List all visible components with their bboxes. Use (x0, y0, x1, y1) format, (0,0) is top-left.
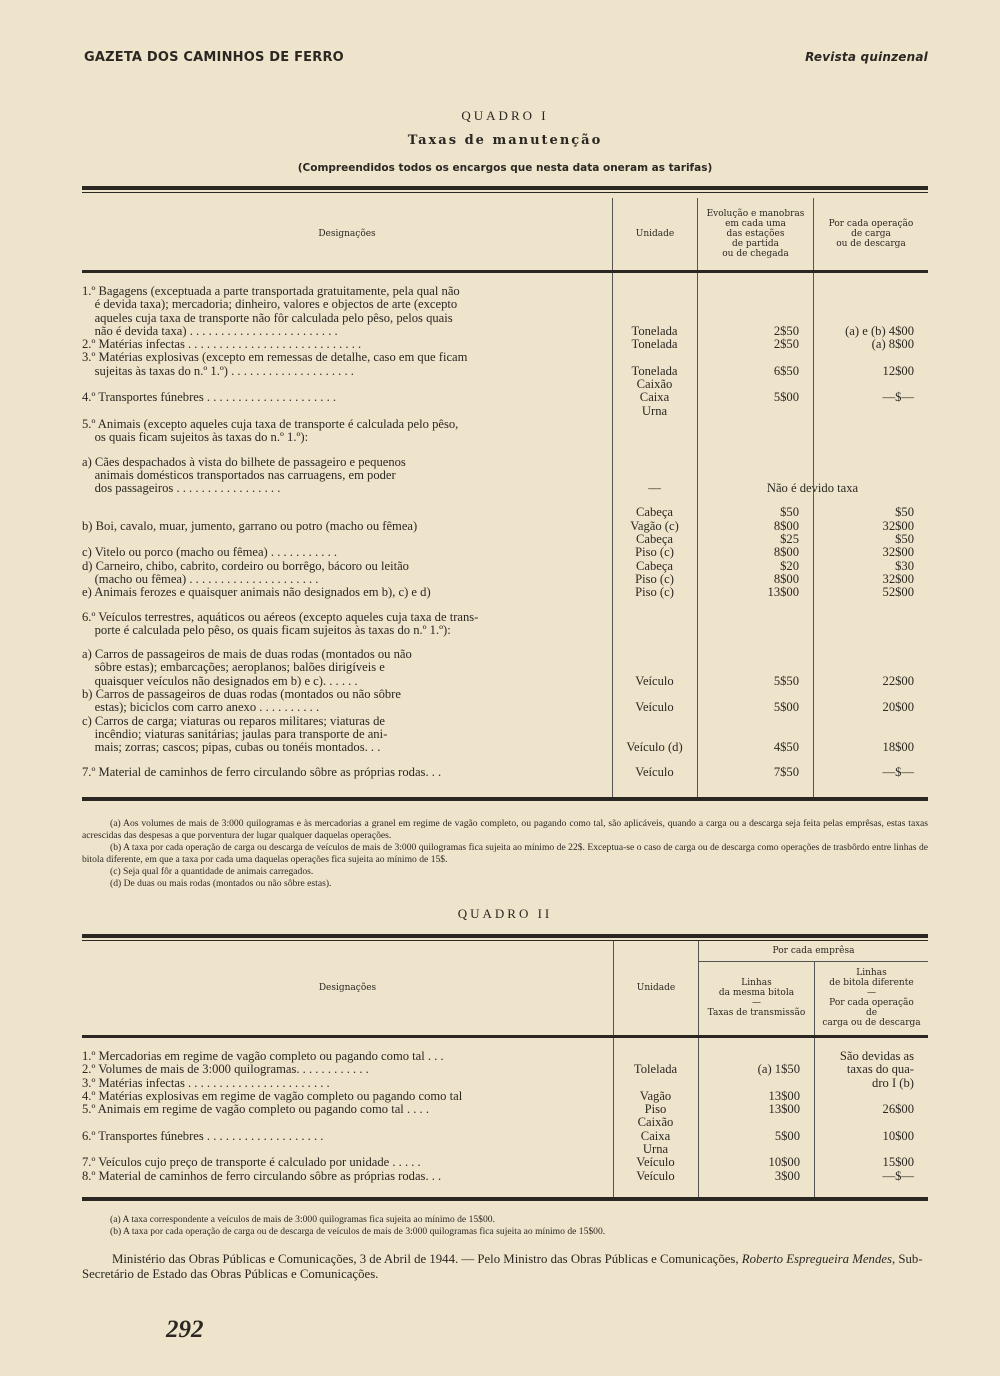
row-designation: 6.º Transportes fúnebres . . . . . . . . . . . . . . . . . . . (82, 1128, 324, 1143)
row-designation: 4.º Transportes fúnebres . . . . . . . . . . . . . . . . . . . . . (82, 390, 337, 405)
row-charge: (a) e (b) 4$00 (845, 323, 914, 338)
quadro1-title: QUADRO I (461, 108, 549, 123)
row-designation: incêndio; viaturas sanitárias; jaulas para transporte de ani- (82, 726, 388, 741)
row-charge: (a) 8$00 (871, 337, 914, 352)
row-charge (813, 611, 928, 624)
row-value: 7$50 (773, 764, 799, 779)
row-value: 13$00 (768, 1102, 800, 1117)
row-designation: animais domésticos transportados nas carruagens, em poder (82, 467, 396, 482)
row-value (697, 661, 813, 674)
row-designation: estas); biciclos com carro anexo . . . . . . . . . . (82, 700, 320, 715)
row-designation: aqueles cuja taxa de transporte não fôr calculada pelo pêso, pelos quais (82, 310, 453, 325)
row-charge: 10$00 (882, 1128, 914, 1143)
row-designation: mais; zorras; cascos; pipas, cubas ou tonéis montados. . . (82, 740, 381, 755)
quadro1-body (82, 273, 928, 797)
row-value (697, 285, 813, 298)
row-value (697, 648, 813, 661)
row-charge: taxas do qua- (846, 1062, 914, 1077)
row-unit: Caixa (640, 1128, 671, 1143)
row-designation: 1.º Mercadorias em regime de vagão completo ou pagando como tal . . . (82, 1049, 444, 1063)
row-value: 5$00 (773, 390, 799, 405)
row-designation: é devida taxa); mercadoria; dinheiro, valores e objectos de arte (excepto (82, 297, 458, 312)
row-unit (612, 456, 697, 469)
row-value (697, 715, 813, 728)
row-spacer (82, 495, 928, 506)
row-charge: —$— (882, 390, 914, 405)
row-charge: 52$00 (882, 585, 914, 600)
row-value: 5$00 (774, 1128, 800, 1143)
row-designation: c) Carros de carga; viaturas ou reparos militares; viaturas de (82, 713, 385, 728)
row-unit: Tonelada (631, 363, 678, 378)
row-designation: e) Animais ferozes e quaisquer animais não designados em b), c) e d) (82, 585, 431, 600)
row-value: 10$00 (768, 1155, 800, 1170)
row-value: 2$50 (773, 337, 799, 352)
row-value (698, 1143, 814, 1156)
footnote: (c) Seja qual fôr a quantidade de animais carregados. (110, 866, 314, 877)
row-unit: Urna (641, 403, 668, 418)
quadro2-header (82, 941, 928, 1038)
row-value: 2$50 (773, 323, 799, 338)
row-designation (82, 1143, 613, 1156)
row-value (697, 688, 813, 701)
row-charge: $30 (895, 558, 914, 573)
quadro2-table (82, 934, 928, 1201)
row-designation (82, 506, 612, 519)
row-value: 4$50 (773, 740, 799, 755)
row-charge: São devidas as (839, 1049, 914, 1063)
row-unit: Veículo (635, 700, 674, 715)
row-charge (813, 405, 928, 418)
row-value (697, 728, 813, 741)
row-charge: $50 (895, 505, 914, 520)
row-designation (82, 378, 612, 391)
row-designation: os quais ficam sujeitos às taxas do n.º 1.º): (82, 430, 309, 445)
row-charge: 12$00 (882, 363, 914, 378)
row-unit (612, 728, 697, 741)
row-unit: Piso (c) (635, 545, 674, 560)
row-charge (813, 661, 928, 674)
row-designation: 2.º Volumes de mais de 3:000 quilogramas. . . . . . . . . . . . (82, 1062, 369, 1077)
row-charge (813, 431, 928, 444)
row-unit (612, 688, 697, 701)
row-charge (814, 1143, 928, 1156)
signatory-title: , Sub-Secretário de Estado das Obras Públicas e Comunicações. (82, 1252, 923, 1281)
journal-subtitle: Revista quinzenal (805, 50, 928, 64)
row-charge (813, 378, 928, 391)
row-value (697, 298, 813, 311)
row-designation: quaisquer veículos não designados em b) e c). . . . . . (82, 673, 358, 688)
row-value: $50 (780, 505, 799, 520)
row-charge (813, 351, 928, 364)
signature-text: Ministério das Obras Públicas e Comunicações, 3 de Abril de 1944. — Pelo Ministro das Obras Públicas e Comunicações, (112, 1252, 739, 1266)
row-spacer (82, 445, 928, 456)
row-value: $20 (780, 558, 799, 573)
row-charge: dro I (b) (872, 1075, 914, 1090)
row-spacer (82, 755, 928, 766)
row-charge (813, 688, 928, 701)
row-value (698, 1050, 814, 1063)
header-designacoes: Designações (318, 983, 377, 993)
row-charge: —$— (882, 764, 914, 779)
row-value (697, 611, 813, 624)
row-unit: Tonelada (631, 323, 678, 338)
row-unit: Veículo (d) (626, 740, 683, 755)
row-designation: sôbre estas); embarcações; aeroplanos; balões dirigíveis e (82, 660, 385, 675)
row-unit: Caixão (637, 1115, 674, 1130)
row-unit: Piso (644, 1102, 667, 1117)
row-unit: Veículo (636, 1168, 675, 1183)
header-unidade: Unidade (613, 941, 698, 1035)
row-value: 3$00 (774, 1168, 800, 1183)
row-charge (813, 624, 928, 637)
row-designation: 5.º Animais em regime de vagão completo ou pagando como tal . . . . (82, 1102, 429, 1117)
quadro2-body (82, 1038, 928, 1197)
row-designation: sujeitas às taxas do n.º 1.º) . . . . . . . . . . . . . . . . . . . . (82, 363, 354, 378)
row-value (697, 418, 813, 431)
row-unit (612, 431, 697, 444)
row-unit (612, 648, 697, 661)
header-designacoes: Designações (318, 229, 376, 239)
row-value (697, 405, 813, 418)
row-value: 8$00 (773, 571, 799, 586)
row-designation: a) Carros de passageiros de mais de duas rodas (montados ou não (82, 647, 412, 662)
row-designation (82, 533, 612, 546)
footnote: (a) A taxa correspondente a veículos de mais de 3:000 quilogramas fica sujeita ao mínimo de 15$00. (110, 1214, 495, 1225)
row-charge (813, 715, 928, 728)
row-unit (613, 1050, 698, 1063)
row-charge: 26$00 (882, 1102, 914, 1117)
header-bitola-diferente: Linhas de bitola diferente — Por cada operação de carga ou de descarga (814, 961, 928, 1035)
row-value (697, 624, 813, 637)
row-unit: Cabeça (635, 532, 674, 547)
row-designation: dos passageiros . . . . . . . . . . . . . . . . . (82, 481, 281, 496)
row-unit: Tonelada (631, 337, 678, 352)
row-unit: Vagão (c) (630, 518, 679, 533)
row-unit: Veículo (635, 764, 674, 779)
quadro1-note: (Compreendidos todos os encargos que nesta data oneram as tarifas) (297, 162, 713, 174)
row-unit (612, 418, 697, 431)
footnote: (a) Aos volumes de mais de 3:000 quilogramas e às mercadorias a granel em regime de vagão completo, ou pagando como tal, são aplicáveis, quando a carga ou a descarga seja feita pelas emprêsas, estas taxas acrescidas das despesas a que porventura der lugar qualquer daquelas operações. (82, 818, 928, 841)
header-evolucao: Evolução e manobras em cada uma das estações de partida ou de chegada (697, 198, 813, 270)
quadro1-footnotes (82, 818, 928, 890)
row-unit (612, 351, 697, 364)
row-charge: 18$00 (882, 740, 914, 755)
journal-title: GAZETA DOS CAMINHOS DE FERRO (84, 50, 344, 65)
row-unit: — (648, 481, 661, 496)
row-unit (612, 611, 697, 624)
row-value: 6$50 (773, 363, 799, 378)
row-designation (82, 405, 612, 418)
row-designation: c) Vitelo ou porco (macho ou fêmea) . . . . . . . . . . . (82, 545, 338, 560)
row-charge: 22$00 (882, 673, 914, 688)
quadro2-footnotes (82, 1214, 928, 1238)
row-unit (612, 624, 697, 637)
row-charge (813, 312, 928, 325)
footnote: (b) A taxa por cada operação de carga ou de descarga de veículos de mais de 3:000 quilogramas fica sujeita ao mínimo de 15$00. (110, 1226, 606, 1237)
row-unit: Piso (c) (635, 571, 674, 586)
row-charge (814, 1090, 928, 1103)
row-value: (a) 1$50 (757, 1062, 800, 1077)
row-unit: Vagão (639, 1088, 672, 1103)
signatory-name: Roberto Espregueira Mendes (741, 1252, 893, 1266)
row-unit: Caixão (636, 377, 673, 392)
row-unit: Cabeça (635, 505, 674, 520)
row-unit: Veículo (636, 1155, 675, 1170)
row-designation: a) Cães despachados à vista do bilhete de passageiro e pequenos (82, 454, 406, 469)
row-designation (82, 1116, 613, 1129)
row-unit (612, 312, 697, 325)
footnote: (b) A taxa por cada operação de carga ou descarga de veículos de mais de 3:000 quilogramas fica sujeita ao mínimo de 22$. Exceptua-se o caso de carga ou de descarga como operações de trasbôrdo entre linhas de bitola diferente, em que a taxa por cada uma daquelas operações fica sujeita ao mínimo de 15$. (82, 842, 928, 865)
row-designation: 7.º Veículos cujo preço de transporte é calculado por unidade . . . . . (82, 1155, 421, 1170)
row-charge: —$— (882, 1168, 914, 1183)
row-value: 13$00 (768, 1088, 800, 1103)
row-unit: Caixa (639, 390, 670, 405)
row-unit: Veículo (635, 673, 674, 688)
row-charge (814, 1116, 928, 1129)
signature-block (82, 1252, 942, 1282)
row-charge (813, 298, 928, 311)
row-value: Não é devido taxa (766, 481, 859, 496)
row-designation: b) Carros de passageiros de duas rodas (montados ou não sôbre (82, 687, 401, 702)
row-value: $25 (780, 532, 799, 547)
header-unidade: Unidade (612, 198, 697, 270)
row-designation: 2.º Matérias infectas . . . . . . . . . . . . . . . . . . . . . . . . . . . . (82, 337, 362, 352)
row-unit (612, 661, 697, 674)
row-designation: 5.º Animais (excepto aqueles cuja taxa de transporte é calculada pelo pêso, (82, 416, 459, 431)
row-value (697, 378, 813, 391)
row-value (697, 431, 813, 444)
row-value: 8$00 (773, 518, 799, 533)
row-charge: 20$00 (882, 700, 914, 715)
row-charge: 32$00 (882, 545, 914, 560)
row-value (697, 351, 813, 364)
row-designation: 6.º Veículos terrestres, aquáticos ou aéreos (excepto aqueles cuja taxa de trans- (82, 609, 479, 624)
row-spacer (82, 600, 928, 611)
row-designation: 3.º Matérias infectas . . . . . . . . . . . . . . . . . . . . . . . (82, 1075, 330, 1090)
header-group: Por cada emprêsa (698, 941, 928, 962)
row-unit: Cabeça (635, 558, 674, 573)
row-designation: d) Carneiro, chibo, cabrito, cordeiro ou borrêgo, bácoro ou leitão (82, 558, 409, 573)
quadro1-table (82, 186, 928, 801)
row-unit: Piso (c) (635, 585, 674, 600)
row-value: 5$00 (773, 700, 799, 715)
row-designation: porte é calculada pelo pêso, os quais ficam sujeitos às taxas do n.º 1.º): (82, 622, 451, 637)
row-designation: 7.º Material de caminhos de ferro circulando sôbre as próprias rodas. . . (82, 764, 442, 779)
row-unit (612, 715, 697, 728)
row-charge (813, 418, 928, 431)
row-designation: b) Boi, cavalo, muar, jumento, garrano ou potro (macho ou fêmea) (82, 518, 418, 533)
page-number: 292 (166, 1316, 204, 1343)
row-unit (613, 1077, 698, 1090)
row-charge: 15$00 (882, 1155, 914, 1170)
row-unit: Tolelada (633, 1062, 678, 1077)
row-unit (612, 469, 697, 482)
row-designation: 8.º Material de caminhos de ferro circulando sôbre as próprias rodas. . . (82, 1168, 442, 1183)
quadro1-header (82, 198, 928, 273)
row-designation: não é devida taxa) . . . . . . . . . . . . . . . . . . . . . . . . (82, 323, 338, 338)
row-charge (813, 728, 928, 741)
row-designation: (macho ou fêmea) . . . . . . . . . . . . . . . . . . . . . (82, 571, 319, 586)
row-designation: 3.º Matérias explosivas (excepto em remessas de detalhe, caso em que ficam (82, 350, 468, 365)
row-charge: $50 (895, 532, 914, 547)
row-unit (612, 285, 697, 298)
row-value (698, 1077, 814, 1090)
footnote: (d) De duas ou mais rodas (montados ou não sôbre estas). (110, 878, 332, 889)
row-unit: Urna (642, 1142, 669, 1157)
quadro2-title: QUADRO II (457, 906, 553, 921)
header-mesma-bitola: Linhas da mesma bitola — Taxas de transmissão (698, 961, 814, 1035)
quadro1-subtitle: Taxas de manutenção (407, 133, 603, 148)
row-value (698, 1116, 814, 1129)
header-carga: Por cada operação de carga ou de descarga (813, 198, 928, 270)
row-designation: 4.º Matérias explosivas em regime de vagão completo ou pagando como tal (82, 1088, 463, 1103)
row-value: 8$00 (773, 545, 799, 560)
row-value: 13$00 (767, 585, 799, 600)
row-charge (813, 648, 928, 661)
row-designation: 1.º Bagagens (exceptuada a parte transportada gratuitamente, pela qual não (82, 284, 460, 298)
row-unit (612, 298, 697, 311)
row-charge: 32$00 (882, 571, 914, 586)
row-value (697, 312, 813, 325)
row-charge: 32$00 (882, 518, 914, 533)
row-value: 5$50 (773, 673, 799, 688)
row-charge (813, 285, 928, 298)
